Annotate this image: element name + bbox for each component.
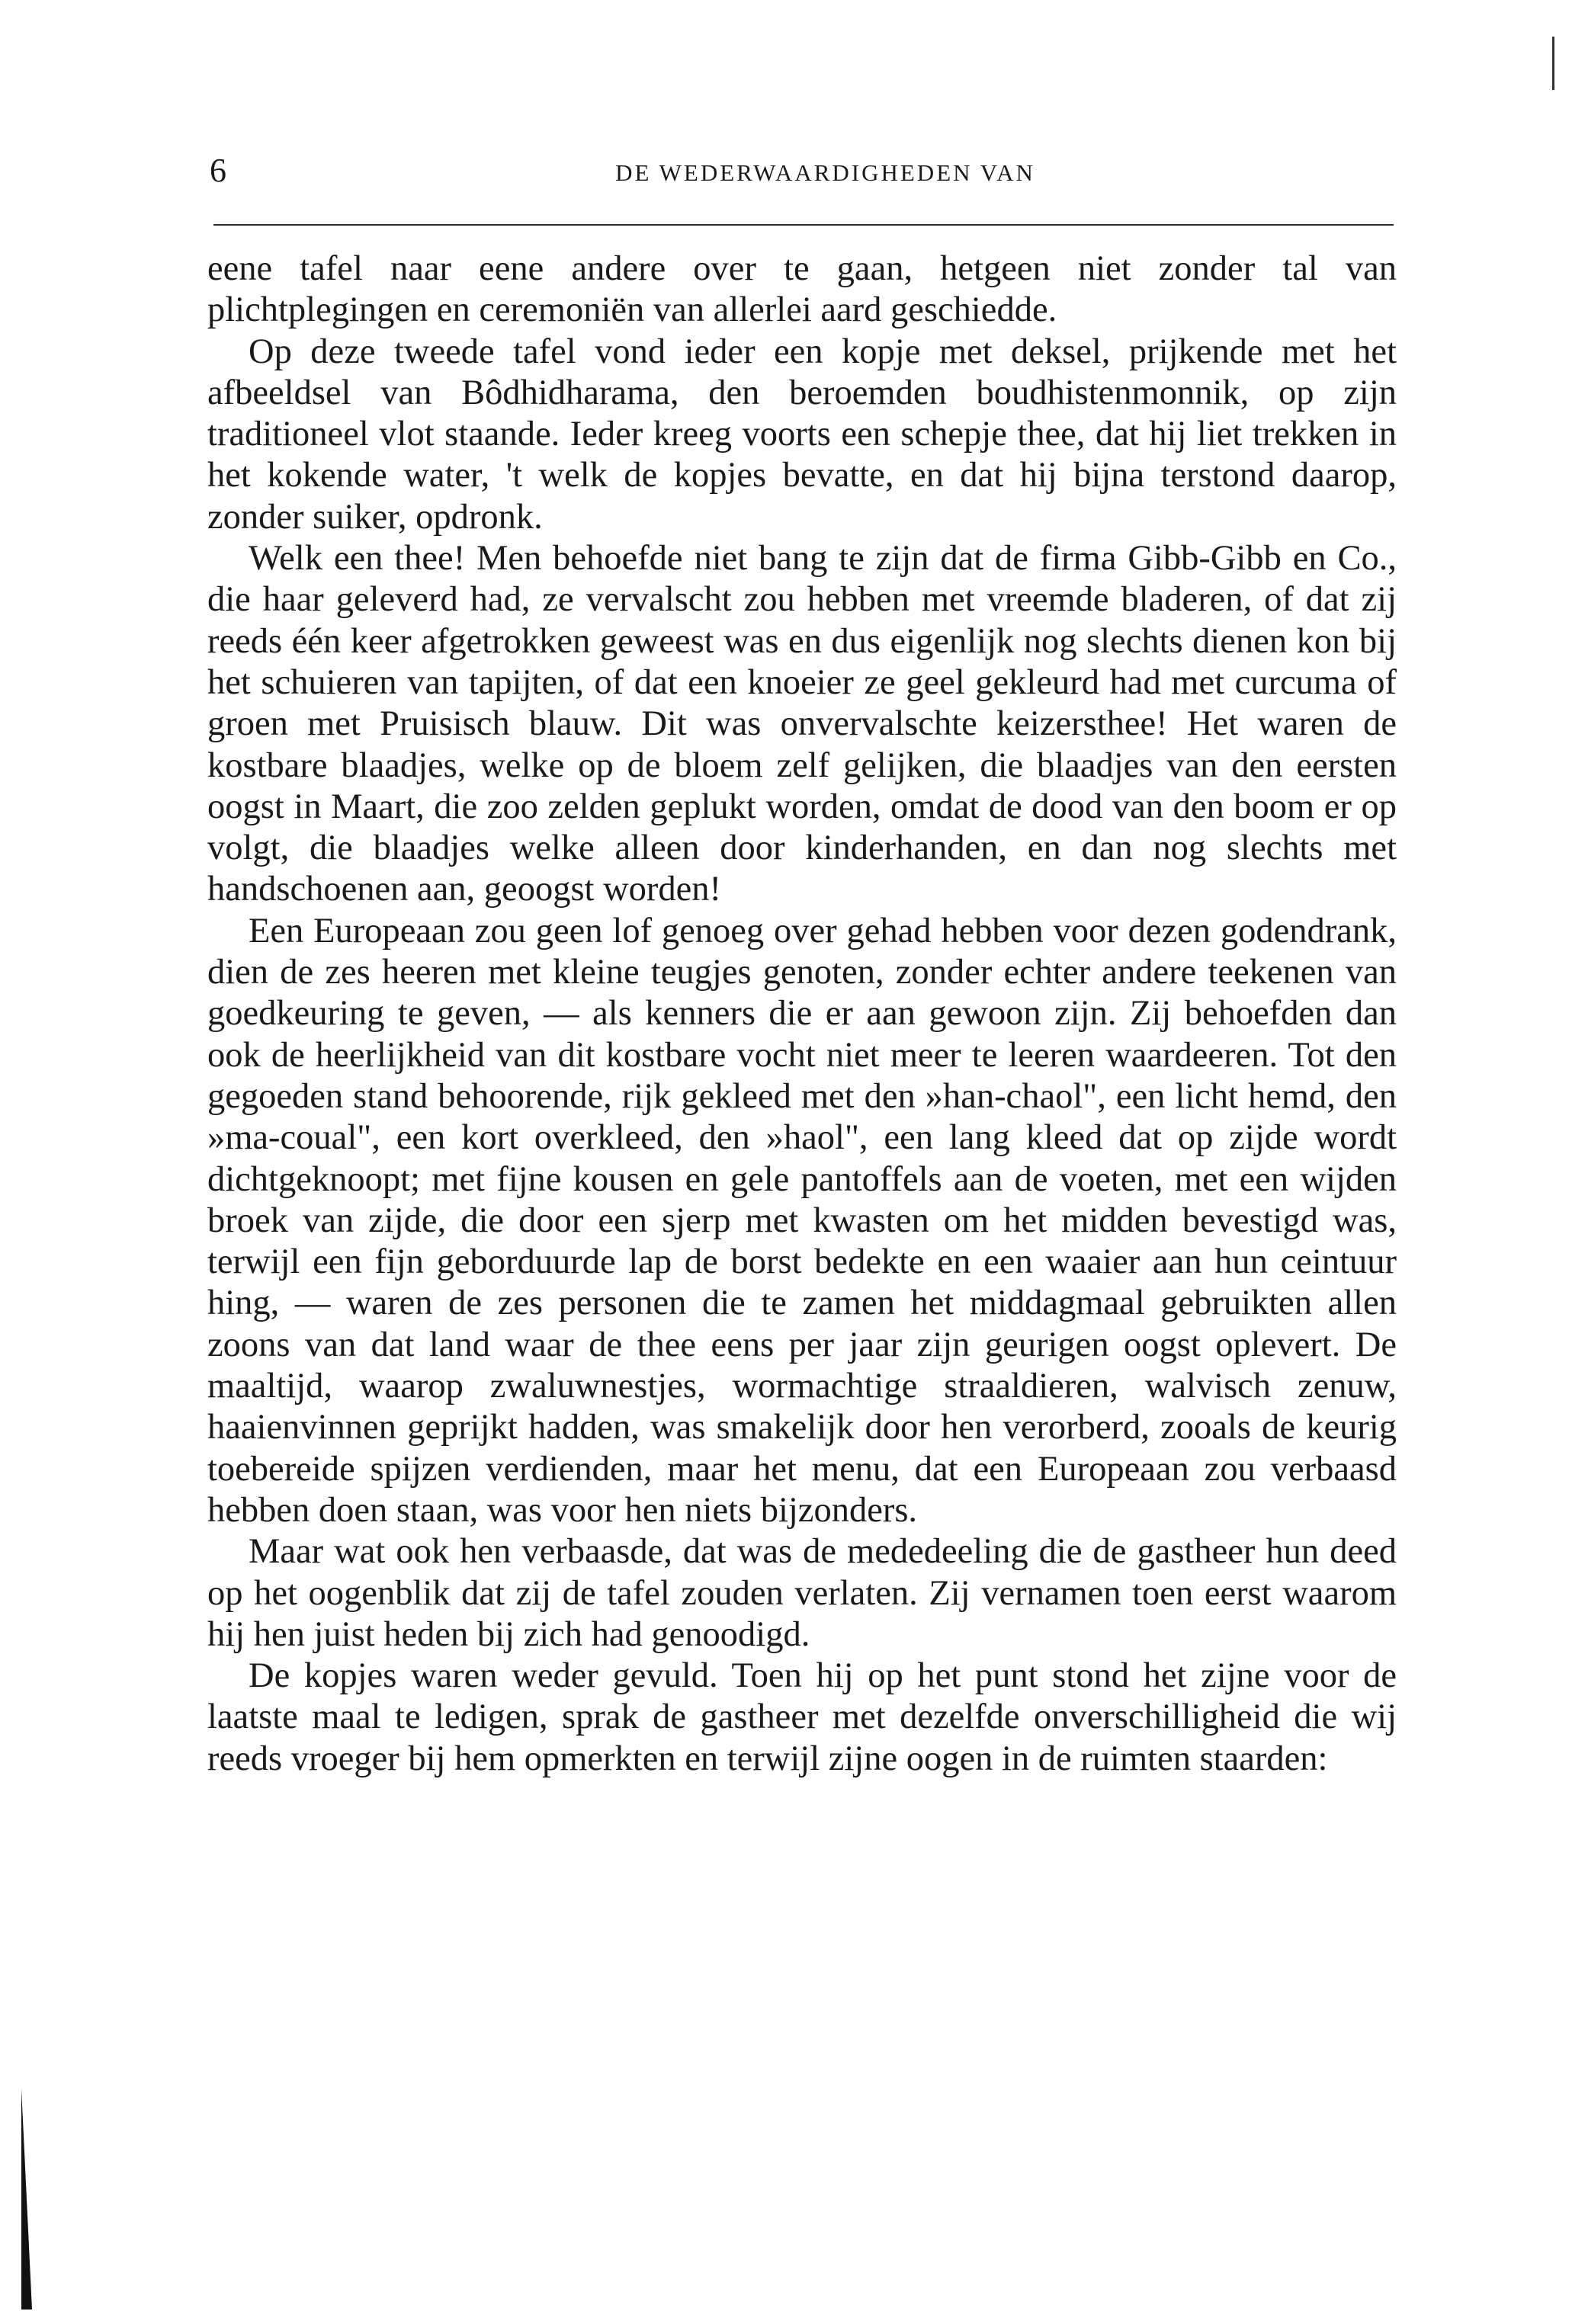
paragraph: Een Europeaan zou geen lof genoeg over gehad hebben voor dezen godendrank, dien de zes heeren met kleine teugjes genoten, zonder echter andere teekenen van goedkeuring te geven, — als kenners die er aan gewoon zijn. Zij behoefden dan ook de heerlijkheid van dit kostbare vocht niet meer te leeren waardeeren. Tot den gegoeden stand behoorende, rijk gekleed met den »han-chaol", een licht hemd, den »ma-coual", een kort overkleed, den »haol", een lang kleed dat op zijde wordt dichtgeknoopt; met fijne kousen en gele pantoffels aan de voeten, met een wijden broek van zijde, die door een sjerp met kwasten om het midden bevestigd was, terwijl een fijn geborduurde lap de borst bedekte en een waaier aan hun ceintuur hing, — waren de zes personen die te zamen het middagmaal gebruikten allen zoons van dat land waar de thee eens per jaar zijn geurigen oogst oplevert. De maaltijd, waarop zwaluwnestjes, wormachtige straaldieren, walvisch zenuw, haaienvinnen geprijkt hadden, was smakelijk door hen verorberd, zooals de keurig toebereide spijzen verdienden, maar het menu, dat een Europeaan zou verbaasd hebben doen staan, was voor hen niets bijzonders. <box>207 911 1397 1530</box>
header-rule <box>213 224 1394 226</box>
scan-edge-mark <box>1552 37 1554 90</box>
paragraph-continued: eene tafel naar eene andere over te gaan, hetgeen niet zonder tal van plichtplegingen en ceremoniën van allerlei aard geschiedde. <box>207 249 1397 330</box>
body-text <box>207 248 1397 1780</box>
running-head <box>210 149 1395 192</box>
paragraph: Op deze tweede tafel vond ieder een kopje met deksel, prijkende met het afbeeldsel van Bôdhidharama, den beroemden boudhistenmonnik, op zijn traditioneel vlot staande. Ieder kreeg voorts een schepje thee, dat hij liet trekken in het kokende water, 't welk de kopjes bevatte, en dat hij bijna terstond daarop, zonder suiker, opdronk. <box>207 332 1397 537</box>
running-title: DE WEDERWAARDIGHEDEN VAN <box>615 159 1035 186</box>
paragraph: Maar wat ook hen verbaasde, dat was de mededeeling die de gastheer hun deed op het oogenblik dat zij de tafel zouden verlaten. Zij vernamen toen eerst waarom hij hen juist heden bij zich had genoodigd. <box>207 1532 1397 1654</box>
page-number: 6 <box>210 152 226 189</box>
scan-edge-shadow <box>21 2088 32 2310</box>
paragraph: De kopjes waren weder gevuld. Toen hij op het punt stond het zijne voor de laatste maal te ledigen, sprak de gastheer met dezelfde onverschilligheid die wij reeds vroeger bij hem opmerkten en terwijl zijne oogen in de ruimten staarden: <box>207 1656 1397 1778</box>
paragraph: Welk een thee! Men behoefde niet bang te zijn dat de firma Gibb-Gibb en Co., die haar geleverd had, ze vervalscht zou hebben met vreemde bladeren, of dat zij reeds één keer afgetrokken geweest was en dus eigenlijk nog slechts dienen kon bij het schuieren van tapijten, of dat een knoeier ze geel gekleurd had met curcuma of groen met Pruisisch blauw. Dit was onvervalschte keizersthee! Het waren de kostbare blaadjes, welke op de bloem zelf gelijken, die blaadjes van den eersten oogst in Maart, die zoo zelden geplukt worden, omdat de dood van den boom er op volgt, die blaadjes welke alleen door kinderhanden, en dan nog slechts met handschoenen aan, geoogst worden! <box>207 539 1397 909</box>
